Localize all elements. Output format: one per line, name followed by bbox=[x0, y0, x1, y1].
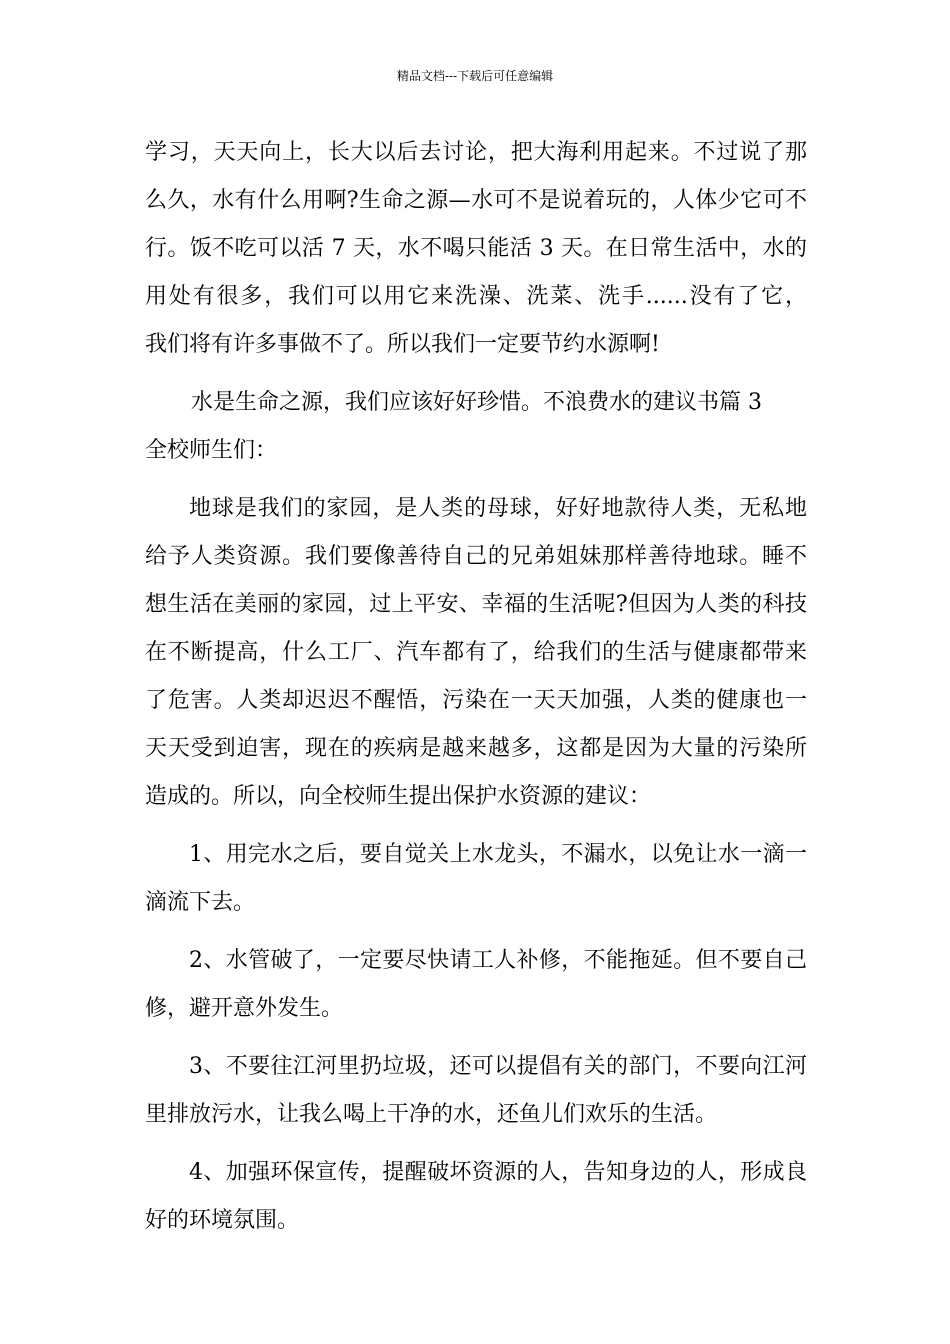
text-line: 里排放污水，让我么喝上干净的水，还鱼儿们欢乐的生活。 bbox=[145, 1102, 718, 1127]
paragraph bbox=[145, 381, 807, 477]
text-line: 地球是我们的家园，是人类的母球，好好地款待人类，无私地 bbox=[189, 496, 807, 521]
text-line: 1、用完水之后，要自觉关上水龙头，不漏水，以免让水一滴一 bbox=[189, 842, 807, 867]
list-item bbox=[145, 833, 807, 929]
list-item bbox=[145, 939, 807, 1035]
text-line: 了危害。人类却迟迟不醒悟，污染在一天天加强，人类的健康也一 bbox=[145, 688, 807, 713]
text-line: 好的环境氛围。 bbox=[145, 1208, 300, 1233]
text-line: 3、不要往江河里扔垃圾，还可以提倡有关的部门，不要向江河 bbox=[189, 1054, 807, 1079]
list-item bbox=[145, 1045, 807, 1141]
section-heading: 水是生命之源，我们应该好好珍惜。不浪费水的建议书篇 3 bbox=[191, 390, 762, 415]
text-line: 2、水管破了，一定要尽快请工人补修，不能拖延。但不要自己 bbox=[189, 948, 807, 973]
text-line: 么久，水有什么用啊?生命之源—水可不是说着玩的，人体少它可不 bbox=[145, 188, 807, 213]
text-line: 滴流下去。 bbox=[145, 890, 256, 915]
text-line: 学习，天天向上，长大以后去讨论，把大海利用起来。不过说了那 bbox=[145, 140, 807, 165]
text-line: 天天受到迫害，现在的疾病是越来越多，这都是因为大量的污染所 bbox=[145, 736, 807, 761]
text-line: 想生活在美丽的家园，过上平安、幸福的生活呢?但因为人类的科技 bbox=[145, 592, 807, 617]
text-line: 给予人类资源。我们要像善待自己的兄弟姐妹那样善待地球。睡不 bbox=[145, 544, 807, 569]
text-line: 4、加强环保宣传，提醒破坏资源的人，告知身边的人，形成良 bbox=[189, 1160, 807, 1185]
text-line: 造成的。所以，向全校师生提出保护水资源的建议： bbox=[145, 784, 652, 809]
paragraph bbox=[145, 487, 807, 823]
text-line: 在不断提高，什么工厂、汽车都有了，给我们的生活与健康都带来 bbox=[145, 640, 807, 665]
document-body bbox=[145, 131, 807, 1247]
list-item bbox=[145, 1151, 807, 1247]
paragraph bbox=[145, 131, 807, 371]
text-line: 用处有很多，我们可以用它来洗澡、洗菜、洗手......没有了它， bbox=[145, 284, 807, 309]
text-line: 我们将有许多事做不了。所以我们一定要节约水源啊! bbox=[145, 332, 660, 357]
text-line: 修，避开意外发生。 bbox=[145, 996, 344, 1021]
text-line: 行。饭不吃可以活 7 天，水不喝只能活 3 天。在日常生活中，水的 bbox=[145, 236, 807, 261]
salutation: 全校师生们： bbox=[145, 438, 278, 463]
page-header: 精品文档---下载后可任意编辑 bbox=[396, 69, 554, 83]
